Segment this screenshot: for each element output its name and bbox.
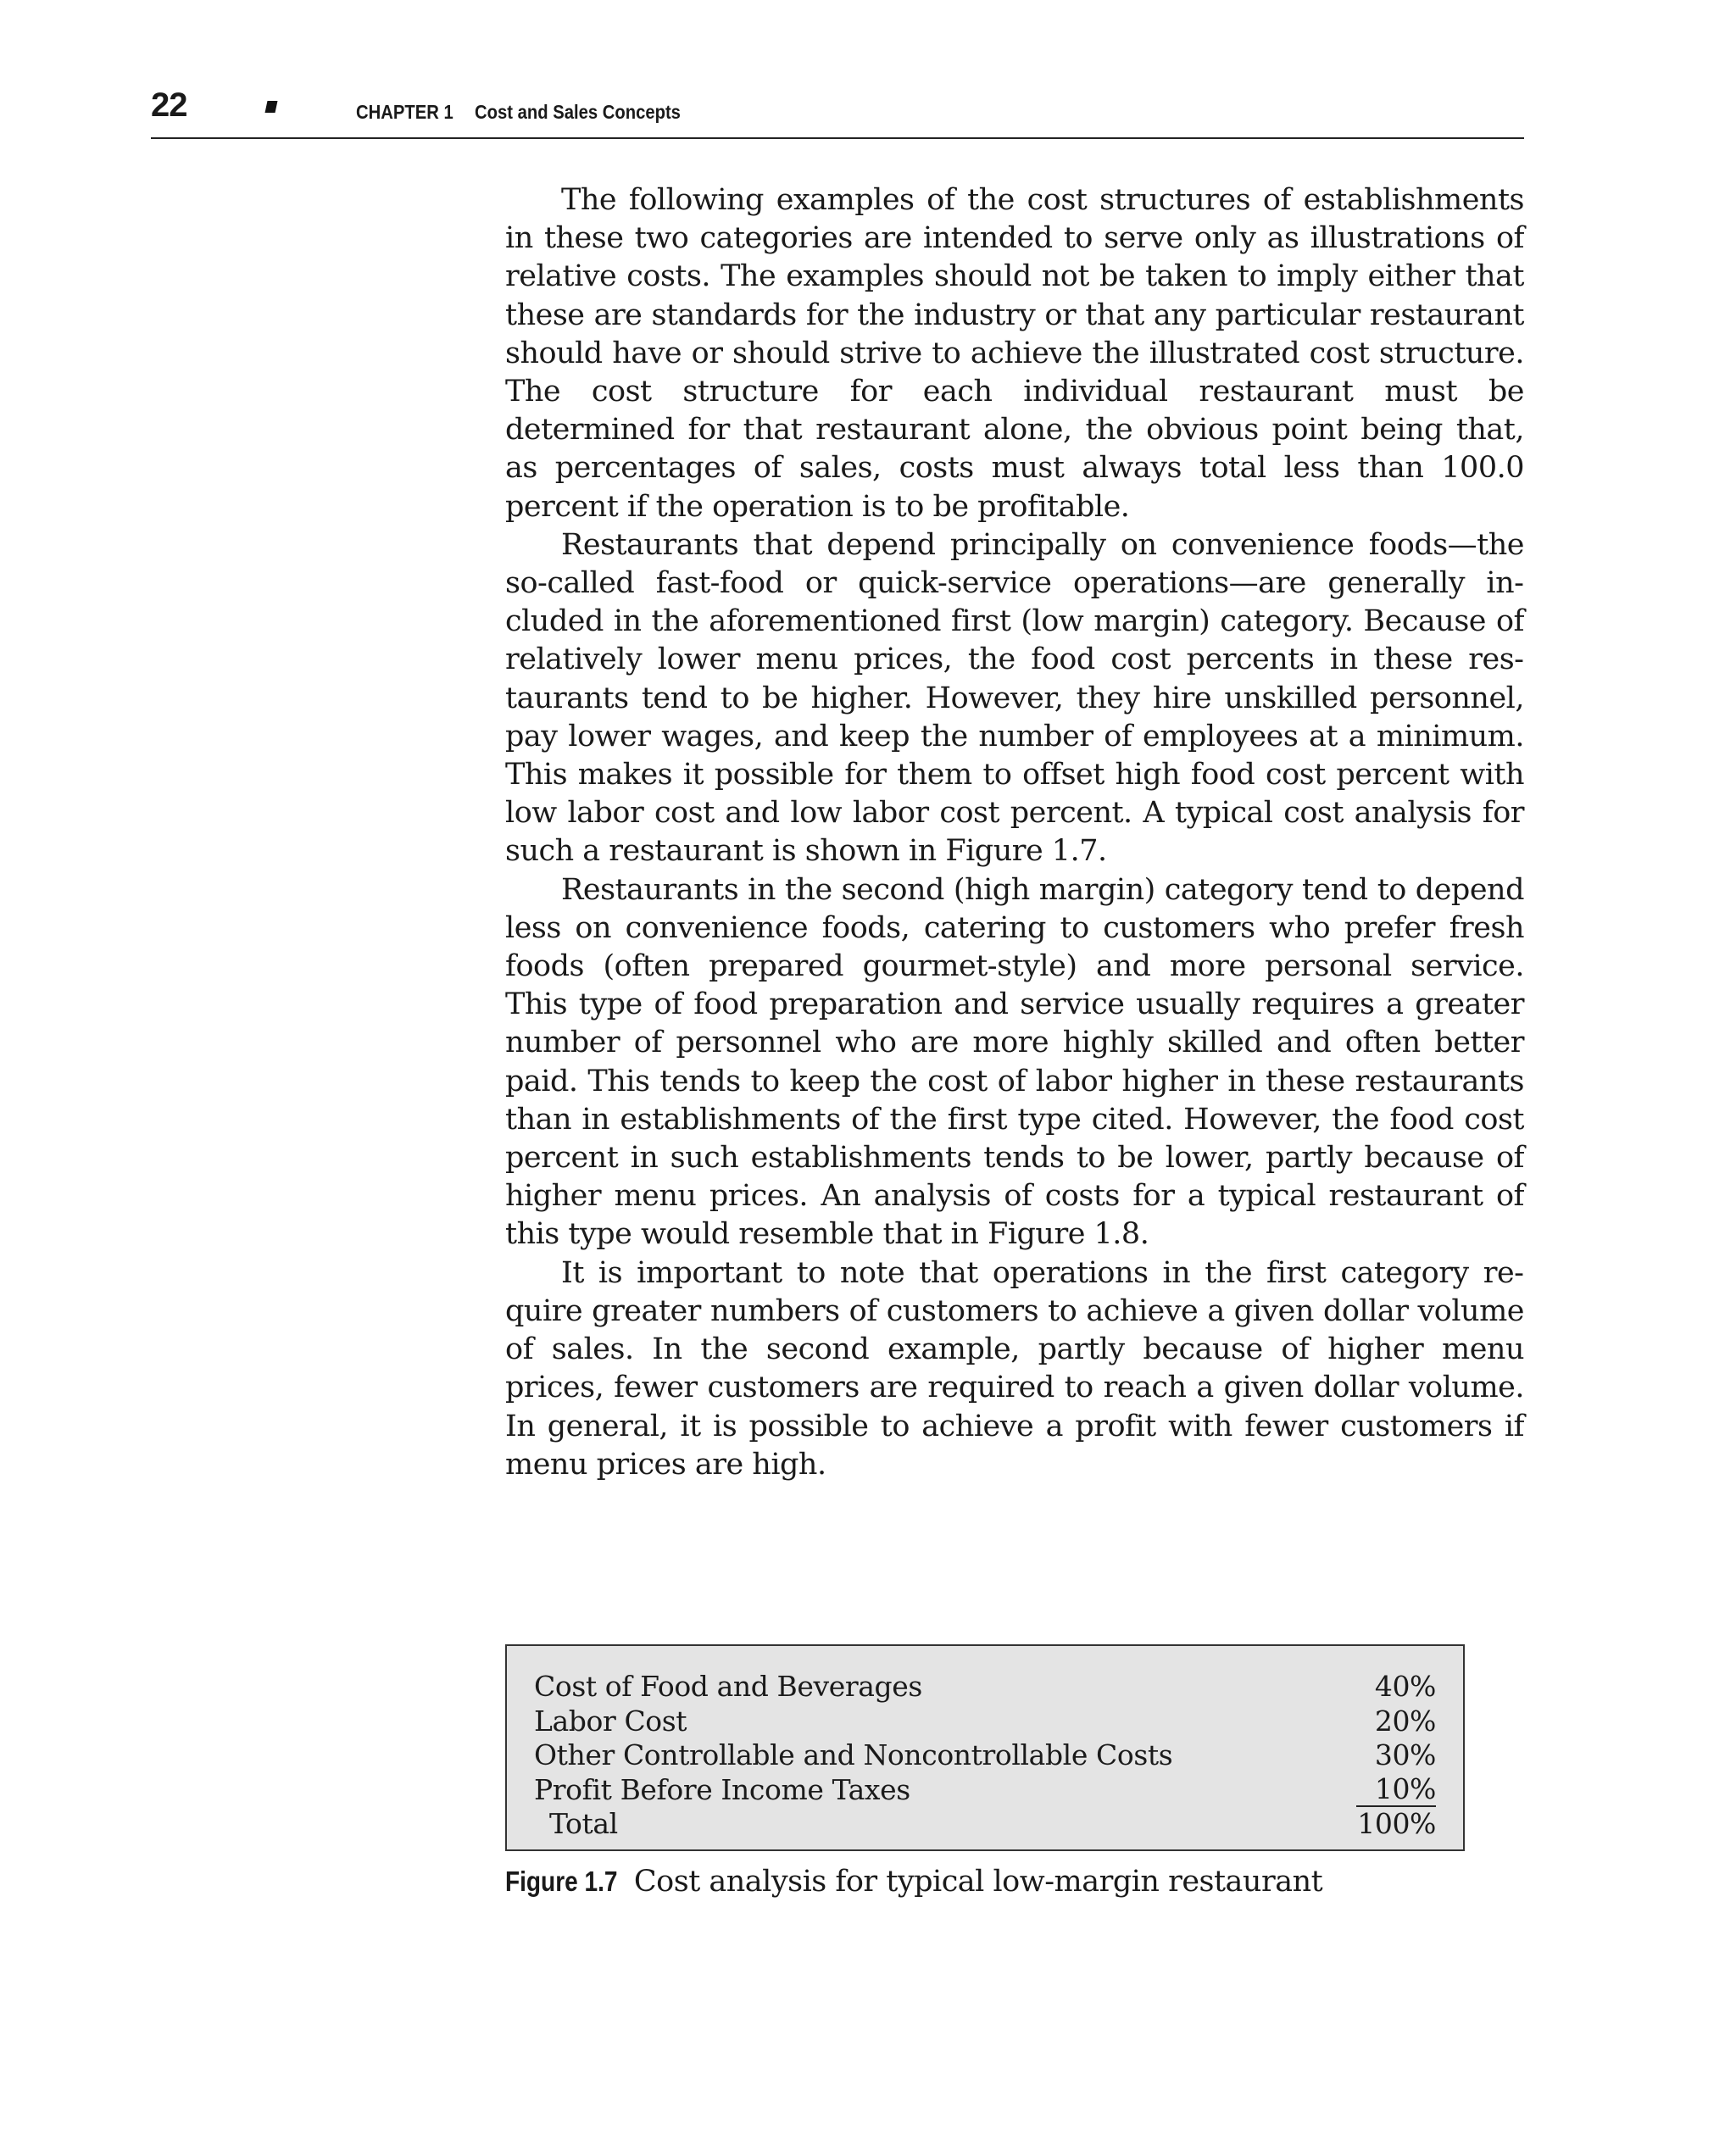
total-label: Total — [549, 1807, 618, 1840]
running-header — [151, 85, 1524, 139]
cost-value: 40% — [1374, 1670, 1436, 1703]
figure-caption — [505, 1865, 1322, 1899]
cost-value: 30% — [1374, 1738, 1436, 1771]
cost-label: Labor Cost — [534, 1704, 687, 1738]
paragraph-4: It is important to note that operations in the first category require greater numbers of customers to achieve a given dollar volume of sales. In the second example, partly because of higher menu prices, fewer customers are required to reach a given dollar volume. In general, it is possible to achieve a profit with fewer customers if menu prices are high. — [505, 1255, 1524, 1482]
body-text — [505, 181, 1524, 1484]
paragraph-3: Restaurants in the second (high margin) category tend to depend less on convenience foods, catering to customers who prefer fresh foods (often prepared gourmet-style) and more personal service. This type of food preparation and service usually requires a greater number of personnel who are more highly skilled and often better paid. This tends to keep the cost of labor higher in these restaurants than in establishments of the first type cited. However, the food cost percent in such establishments tends to be lower, partly because of higher menu prices. An analysis of costs for a typical restaurant of this type would resemble that in Figure 1.8. — [505, 872, 1524, 1252]
cost-label: Profit Before Income Taxes — [534, 1772, 910, 1806]
cost-row-other — [534, 1738, 1436, 1773]
cost-label: Other Controllable and Noncontrollable Costs — [534, 1738, 1173, 1771]
header-bullet-mark — [265, 101, 278, 113]
paragraph-1: The following examples of the cost structures of establishments in these two categories are intended to serve only as illustrations of relative costs. The examples should not be taken to imply either that these are standards for the industry or that any particular restaurant should have or should strive to achieve the illustrated cost structure. The cost structure for each individual restaurant must be determined for that restaurant alone, the obvious point being that, as percentages of sales, costs must always total less than 100.0 percent if the operation is to be profitable. — [505, 183, 1524, 524]
cost-value: 20% — [1374, 1704, 1436, 1738]
cost-analysis-figure — [505, 1644, 1465, 1851]
page-number: 22 — [151, 86, 187, 124]
figure-caption-label: Figure 1.7 — [505, 1866, 618, 1897]
chapter-title: Cost and Sales Concepts — [475, 101, 681, 123]
cost-row-food — [534, 1670, 1436, 1704]
cost-value: 10% — [1356, 1773, 1436, 1808]
figure-caption-text: Cost analysis for typical low-margin restaurant — [633, 1865, 1323, 1899]
paragraph-2: Restaurants that depend principally on convenience foods—the so-called fast-food or quick-service operations—are generally included in the aforementioned first (low margin) category. Because of relatively lower menu prices, the food cost percents in these restaurants tend to be higher. However, they hire unskilled personnel, pay lower wages, and keep the number of employees at a minimum. This makes it possible for them to offset high food cost percent with low labor cost and low labor cost percent. A typical cost analysis for such a restaurant is shown in Figure 1.7. — [505, 527, 1524, 869]
chapter-label: CHAPTER 1 — [356, 101, 453, 123]
total-value: 100% — [1357, 1807, 1436, 1840]
cost-row-profit — [534, 1773, 1436, 1808]
cost-label: Cost of Food and Beverages — [534, 1670, 922, 1703]
cost-row-total — [534, 1807, 1436, 1842]
cost-row-labor — [534, 1704, 1436, 1739]
